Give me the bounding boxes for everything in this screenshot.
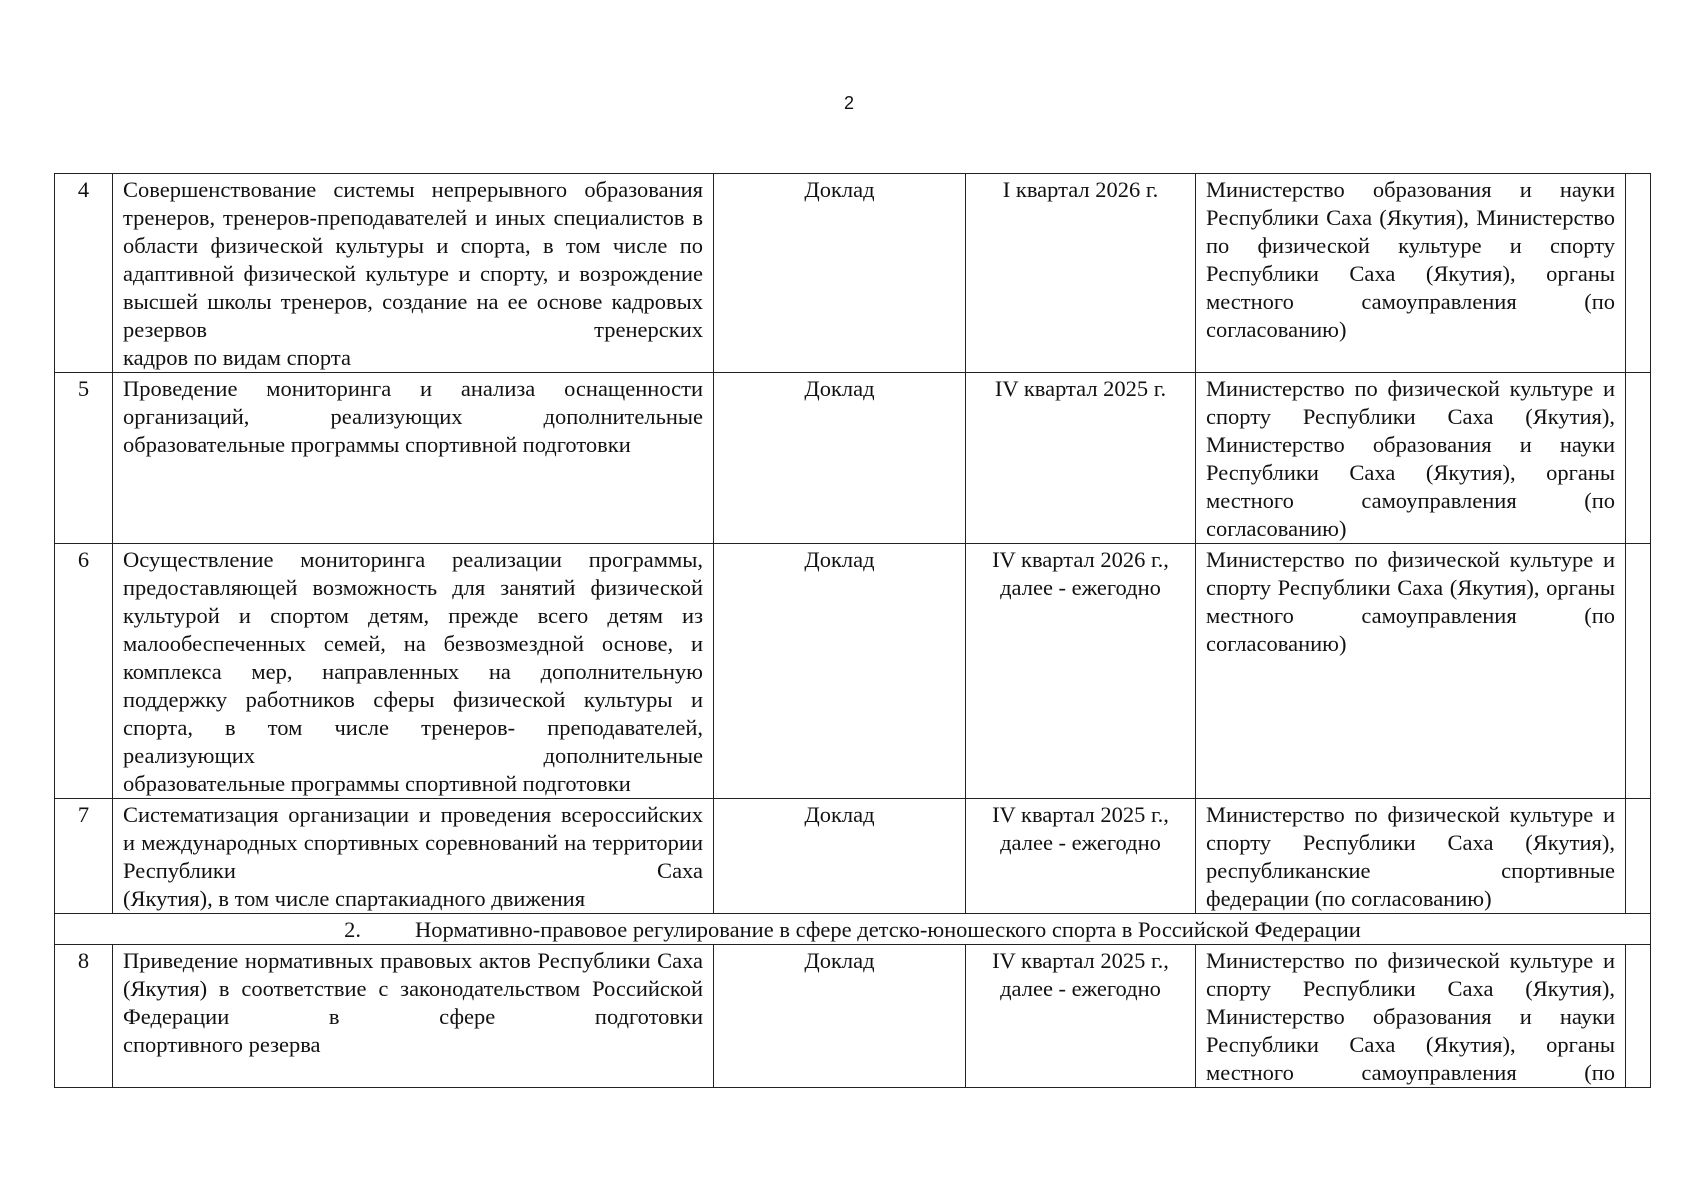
responsible-line: Республики Саха (Якутия), — [1206, 205, 1470, 230]
responsible-cell — [1196, 373, 1626, 544]
report-form-cell: Доклад — [714, 544, 966, 799]
activity-line: специалистов в области физической культуры и спорта, — [123, 205, 704, 258]
responsible-cell — [1196, 945, 1626, 1088]
table-row — [55, 174, 1651, 373]
responsible-line: местного самоуправления (по — [1206, 488, 1615, 513]
activity-line: образовательные программы спортивной подготовки — [123, 432, 631, 457]
responsible-line: и спорту Республики Саха (Якутия), — [1206, 376, 1615, 429]
responsible-line: местного самоуправления (по — [1206, 1060, 1615, 1085]
responsible-line: федерации (по согласованию) — [1206, 886, 1492, 911]
responsible-line: согласованию) — [1206, 516, 1347, 541]
row-number: 4 — [55, 174, 113, 373]
empty-cell — [1626, 174, 1651, 373]
deadline-line: IV квартал 2025 г. — [994, 376, 1167, 401]
responsible-line: Министерство по физической культуре — [1206, 948, 1594, 973]
responsible-line: республиканские спортивные — [1206, 858, 1615, 883]
table-row — [55, 945, 1651, 1088]
activity-cell — [113, 945, 714, 1088]
responsible-line: и спорту Республики Саха (Якутия), — [1206, 948, 1615, 1001]
deadline-cell — [966, 799, 1196, 914]
responsible-line: и спорту Республики Саха (Якутия), — [1206, 802, 1615, 855]
activity-cell — [113, 799, 714, 914]
activity-line: Проведение мониторинга и анализа оснащенности — [123, 376, 703, 401]
responsible-cell — [1196, 544, 1626, 799]
activity-line: организаций, реализующих дополнительные — [123, 404, 703, 429]
activity-line: физической культуры и спорта, в том числе тренеров- — [123, 687, 704, 740]
responsible-line: Министерство по физической культуре — [1206, 205, 1615, 258]
responsible-line: согласованию) — [1206, 317, 1347, 342]
activity-cell — [113, 174, 714, 373]
activity-cell — [113, 544, 714, 799]
responsible-line: Министерство образования и науки — [1206, 1004, 1615, 1029]
activity-line: преподавателей, реализующих дополнительные — [123, 715, 704, 768]
table-row — [55, 799, 1651, 914]
empty-cell — [1626, 945, 1651, 1088]
activity-line: образования тренеров, тренеров-преподавателей и иных — [123, 177, 703, 230]
table-row — [55, 544, 1651, 799]
deadline-line: I квартал 2026 г. — [1002, 177, 1159, 202]
deadline-line: IV квартал 2025 г., — [992, 802, 1169, 827]
activity-cell — [113, 373, 714, 544]
row-number: 7 — [55, 799, 113, 914]
activity-line: создание на ее основе кадровых резервов тренерских — [123, 289, 703, 342]
activity-line: Осуществление мониторинга реализации программы, — [123, 547, 703, 572]
deadline-cell — [966, 544, 1196, 799]
activity-line: основе, и комплекса мер, направленных на — [123, 631, 704, 684]
activity-line: спортивного резерва — [123, 1032, 321, 1057]
activity-line: образовательные программы спортивной подготовки — [123, 771, 631, 796]
report-form-cell: Доклад — [714, 373, 966, 544]
deadline-line: далее - ежегодно — [1000, 976, 1161, 1001]
action-plan-table — [54, 173, 1651, 1088]
activity-line: соревнований на территории Республики Саха — [123, 830, 703, 883]
activity-line: Совершенствование системы непрерывного — [123, 177, 568, 202]
section-number: 2. — [344, 917, 362, 942]
empty-cell — [1626, 373, 1651, 544]
responsible-line: Министерство по физической культуре — [1206, 376, 1594, 401]
responsible-line: органы местного самоуправления (по — [1206, 261, 1616, 314]
activity-line: кадров по видам спорта — [123, 345, 351, 370]
deadline-line: IV квартал 2026 г., — [992, 547, 1169, 572]
section-header-row — [55, 914, 1651, 945]
activity-line: Систематизация организации и проведения — [123, 802, 552, 827]
empty-cell — [1626, 799, 1651, 914]
responsible-line: и спорту Республики Саха (Якутия), — [1206, 547, 1615, 600]
deadline-cell — [966, 174, 1196, 373]
activity-line: физической культурой и спортом детям, прежде всего — [123, 575, 703, 628]
responsible-line: Министерство по физической культуре — [1206, 802, 1594, 827]
responsible-cell — [1196, 799, 1626, 914]
activity-line: предоставляющей возможность для занятий — [123, 575, 576, 600]
activity-line: Приведение нормативных правовых актов Республики — [123, 948, 651, 973]
empty-cell — [1626, 544, 1651, 799]
responsible-line: Республики Саха (Якутия), органы — [1206, 1032, 1615, 1057]
deadline-line: далее - ежегодно — [1000, 575, 1161, 600]
deadline-cell — [966, 373, 1196, 544]
table-row — [55, 373, 1651, 544]
responsible-line: Республики Саха (Якутия), органы — [1206, 460, 1615, 485]
row-number: 8 — [55, 945, 113, 1088]
deadline-line: далее - ежегодно — [1000, 830, 1161, 855]
section-title: Нормативно-правовое регулирование в сфере детско-юношеского спорта в Российской Федерации — [415, 917, 1361, 942]
row-number: 6 — [55, 544, 113, 799]
deadline-cell — [966, 945, 1196, 1088]
responsible-line: органы местного самоуправления (по — [1206, 575, 1616, 628]
activity-line: Саха (Якутия) в соответствие с законодательством — [123, 948, 703, 1001]
activity-line: (Якутия), в том числе спартакиадного движения — [123, 886, 586, 911]
row-number: 5 — [55, 373, 113, 544]
page-number: 2 — [843, 93, 854, 113]
responsible-line: Министерство образования и науки — [1206, 177, 1615, 202]
responsible-line: Министерство образования и науки — [1206, 432, 1615, 457]
responsible-line: и спорту Республики Саха (Якутия), — [1206, 233, 1615, 286]
activity-line: дополнительную поддержку работников сферы — [123, 659, 703, 712]
report-form-cell: Доклад — [714, 174, 966, 373]
report-form-cell: Доклад — [714, 799, 966, 914]
responsible-line: согласованию) — [1206, 631, 1347, 656]
responsible-line: Министерство по физической культуре — [1206, 547, 1594, 572]
report-form-cell: Доклад — [714, 945, 966, 1088]
section-header — [55, 914, 1651, 945]
deadline-line: IV квартал 2025 г., — [992, 948, 1169, 973]
activity-line: спорту, и возрождение высшей школы тренеров, — [123, 261, 704, 314]
activity-line: детям из малообеспеченных семей, на безвозмездной — [123, 603, 703, 656]
activity-line: всероссийских и международных спортивных — [123, 802, 704, 855]
responsible-cell — [1196, 174, 1626, 373]
activity-line: Российской Федерации в сфере подготовки — [123, 976, 703, 1029]
activity-line: в том числе по адаптивной физической культуре и — [123, 233, 704, 286]
